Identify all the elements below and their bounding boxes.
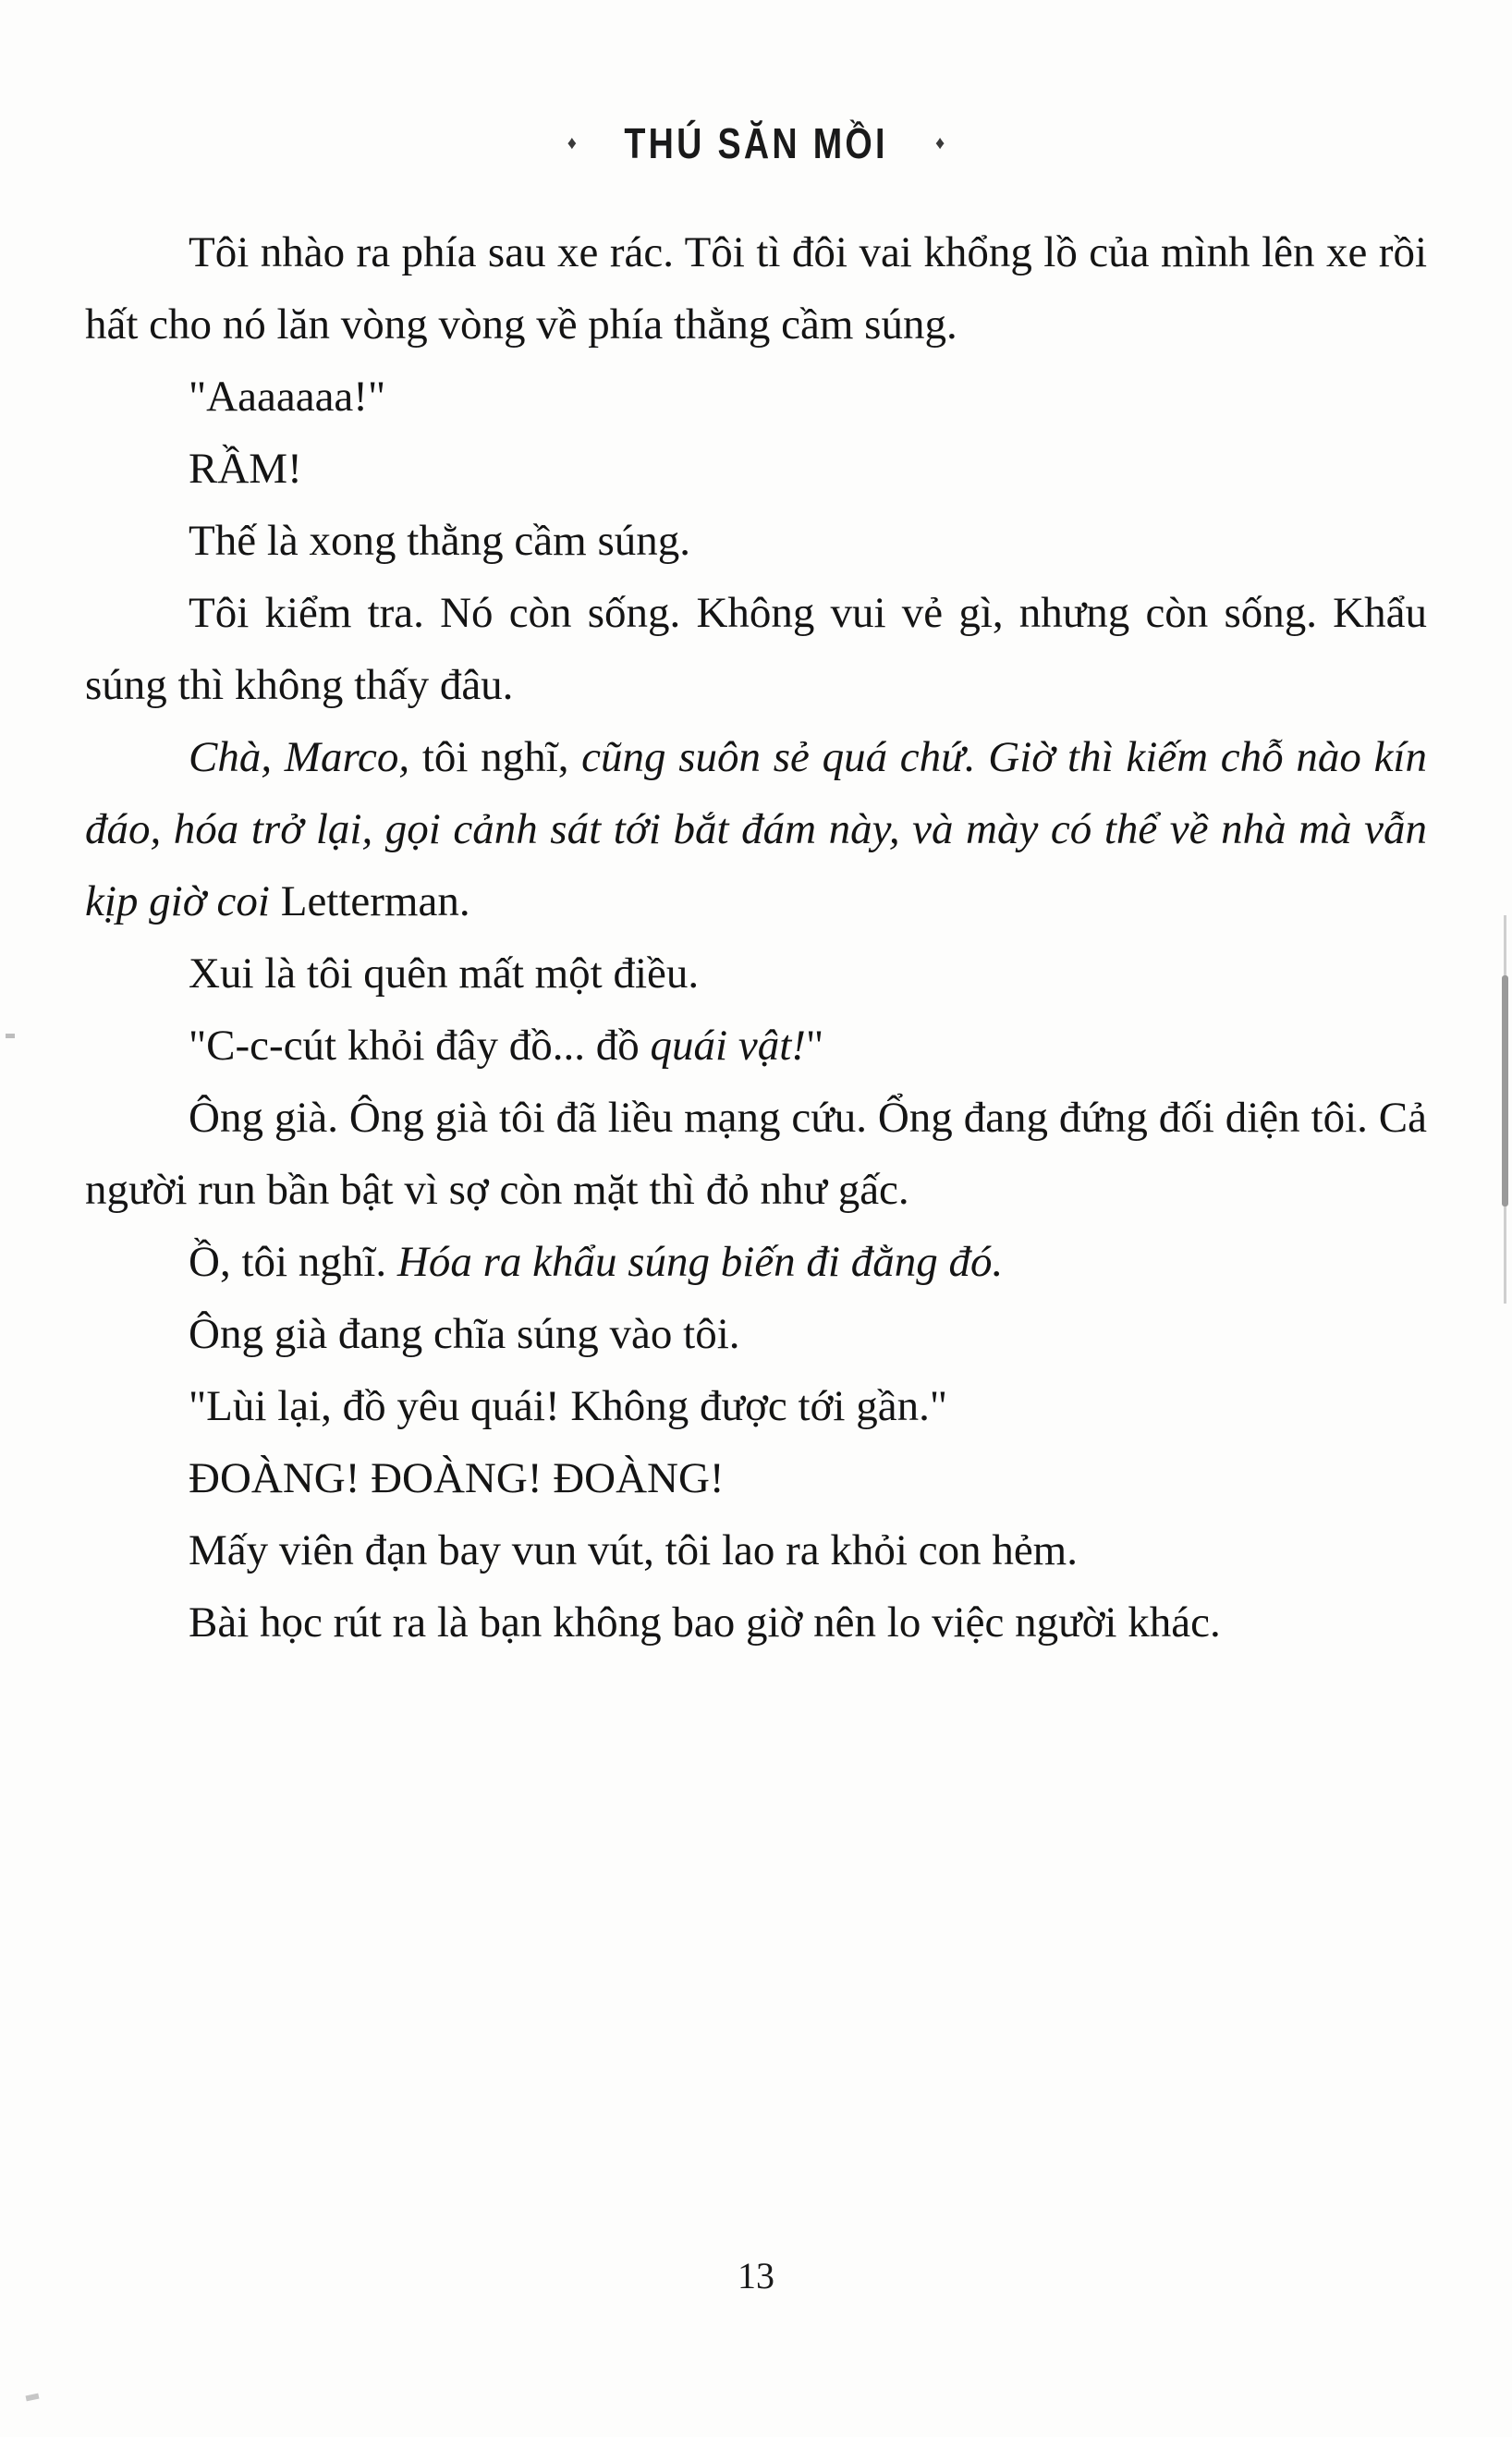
text-segment: tôi nghĩ,	[421, 733, 582, 781]
diamond-bullet-right-icon: ♦	[935, 133, 945, 153]
text-segment: ĐOÀNG! ĐOÀNG! ĐOÀNG!	[189, 1454, 725, 1502]
paragraph	[85, 361, 1427, 433]
text-segment: Xui là tôi quên mất một điều.	[189, 949, 700, 998]
book-title: THÚ SĂN MỒI	[624, 119, 888, 167]
text-segment: "Aaaaaaa!"	[189, 373, 386, 421]
text-segment: Thế là xong thằng cầm súng.	[189, 517, 690, 565]
italic-text-segment: Hóa ra khẩu súng biến đi đằng đó.	[396, 1238, 1004, 1286]
text-segment: Ông già. Ông già tôi đã liều mạng cứu. Ổng đang đứng đối diện tôi. Cả người run bần bật vì sợ còn mặt thì đỏ như gấc.	[85, 1094, 1427, 1214]
text-segment: "Lùi lại, đồ yêu quái! Không được tới gần."	[189, 1382, 948, 1430]
paragraph	[85, 433, 1427, 505]
page-number: 13	[738, 2255, 774, 2296]
text-segment: Bài học rút ra là bạn không bao giờ nên lo việc người khác.	[189, 1598, 1221, 1647]
text-segment: Ông già đang chĩa súng vào tôi.	[189, 1310, 740, 1358]
text-segment: RẦM!	[189, 445, 302, 493]
paragraph	[85, 1010, 1427, 1082]
italic-text-segment: cũng suôn sẻ quá chứ. Giờ thì kiếm chỗ nào kín đáo, hóa trở lại, gọi cảnh sát tới bắt đám này, và mày có thể về nhà mà vẫn kịp giờ coi	[85, 733, 1427, 925]
paragraph	[85, 937, 1427, 1010]
text-segment: "C-c-cút khỏi đây đồ... đồ	[189, 1022, 651, 1070]
text-segment: Ồ, tôi nghĩ.	[189, 1238, 397, 1286]
scan-artifact-left-dash	[6, 1034, 15, 1038]
paragraph	[85, 1514, 1427, 1586]
paragraph	[85, 721, 1427, 937]
scan-artifact-right-line	[1502, 975, 1508, 1206]
diamond-bullet-left-icon: ♦	[567, 133, 577, 153]
running-header	[0, 0, 1512, 168]
body-text	[85, 216, 1427, 1659]
italic-text-segment: quái vật!	[650, 1022, 806, 1070]
paragraph	[85, 1298, 1427, 1370]
paragraph	[85, 1226, 1427, 1298]
paragraph	[85, 1370, 1427, 1442]
paragraph	[85, 505, 1427, 577]
paragraph	[85, 216, 1427, 361]
paragraph	[85, 1082, 1427, 1226]
text-segment: Letterman.	[280, 877, 470, 925]
scan-artifact-bottom-mark	[26, 2394, 40, 2402]
text-segment: Tôi nhào ra phía sau xe rác. Tôi tì đôi vai khổng lồ của mình lên xe rồi hất cho nó lăn vòng vòng về phía thằng cầm súng.	[85, 228, 1427, 349]
text-segment: Mấy viên đạn bay vun vút, tôi lao ra khỏi con hẻm.	[189, 1526, 1078, 1574]
paragraph	[85, 1442, 1427, 1514]
italic-text-segment: Chà, Marco,	[189, 733, 422, 781]
text-segment: "	[805, 1022, 824, 1070]
paragraph	[85, 1586, 1427, 1659]
text-segment: Tôi kiểm tra. Nó còn sống. Không vui vẻ gì, nhưng còn sống. Khẩu súng thì không thấy đâu.	[85, 589, 1427, 709]
paragraph	[85, 577, 1427, 721]
